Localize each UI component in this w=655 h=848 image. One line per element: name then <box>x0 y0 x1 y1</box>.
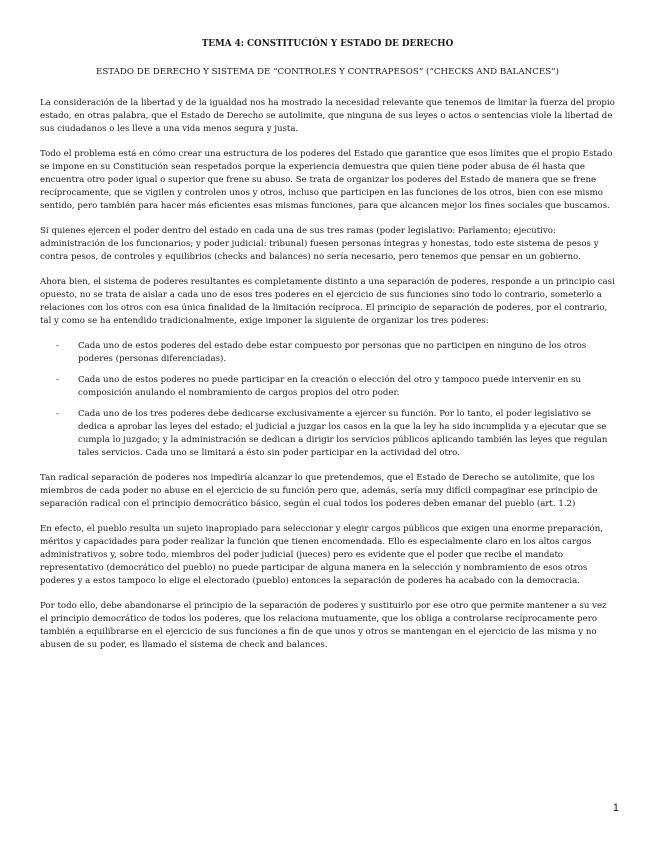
paragraph-1: La consideración de la libertad y de la igualdad nos ha mostrado la necesidad relevante que tenemos de limitar la fuerza del propio estado, en otras palabra, que el Estado de Derecho se autolimite, que ninguna de sus leyes o actos o sentencias viole la libertad de sus ciudadanos o les lleve a una vida menos segura y justa. <box>40 98 615 134</box>
paragraph-7: Por todo ello, debe abandonarse el principio de la separación de poderes y sustituirlo por ese otro que permite mantener a su vez el principio democrático de todos los poderes, que los relaciona mutuamente, que los obliga a controlarse recíprocamente pero también a equilibrarse en el ejercicio de sus funciones a fin de que unos y otros se mantengan en el ejercicio de las misma y no abusen de su poder, es llamado el sistema de check and balances. <box>40 601 607 650</box>
paragraph-3: Si quienes ejercen el poder dentro del estado en cada una de sus tres ramas (poder legislativo: Parlamento; ejecutivo: administración de los funcionarios; y poder judicial: tribunal) fuesen personas íntegras y honestas, todo este sistema de pesos y contra pesos, de controles y equilibrios (checks and balances) no sería necesario, pero tenemos que pensar en un gobierno. <box>40 226 599 262</box>
paragraph-4: Ahora bien, el sistema de poderes resultantes es completamente distinto a una separación de poderes, responde a un principio casi opuesto, no se trata de aislar a cada uno de esos tres poderes en el ejercicio de sus funciones sino todo lo contrario, someterlo a relaciones con los otros con esa única finalidad de la limitación recíproca. El principio de separación de poderes, por el contrario, tal y como se ha entendido tradicionalmente, exige imponer la siguiente de organizar los tres poderes: <box>40 277 615 326</box>
list-item-text: Cada uno de estos poderes del estado debe estar compuesto por personas que no participen en ninguno de los otros poderes (personas diferenciadas). <box>78 341 587 364</box>
paragraph-5: Tan radical separación de poderes nos impediría alcanzar lo que pretendemos, que el Estado de Derecho se autolimite, que los miembros de cada poder no abuse en el ejercicio de su función pero que, además, sería muy difícil compaginar ese principio de separación radical con el principio democrático básico, según el cual todos los poderes deben emanar del pueblo (art. 1.2) <box>40 473 598 509</box>
list-dash: - <box>56 375 59 385</box>
document-title: TEMA 4: CONSTITUCIÓN Y ESTADO DE DERECHO <box>201 39 454 49</box>
document-subtitle: ESTADO DE DERECHO Y SISTEMA DE “CONTROLES Y CONTRAPESOS” (“CHECKS AND BALANCES”) <box>96 67 559 77</box>
list-dash: - <box>56 341 59 351</box>
list-item <box>40 374 615 400</box>
list-item <box>40 340 615 366</box>
list-dash: - <box>56 409 59 419</box>
list-item-text: Cada uno de los tres poderes debe dedicarse exclusivamente a ejercer su función. Por lo tanto, el poder legislativo se dedica a aprobar las leyes del estado; el judicial a juzgar los casos en la que la ley ha sido incumplida y a ejecutar que se cumpla lo juzgado; y la administración se dedican a dirigir los servicios públicos aplicando también las leyes que regulan tales servicios. Cada uno se limitará a ésto sin poder participar en la actividad del otro. <box>78 409 608 458</box>
list-item <box>40 408 615 460</box>
paragraph-2: Todo el problema está en cómo crear una estructura de los poderes del Estado que garantice que esos límites que el propio Estado se impone en su Constitución sean respetados porque la experiencia demuestra que quien tiene poder abusa de él hasta que encuentra otro poder igual o superior que frene su abuso. Se trata de organizar los poderes del Estado de manera que se frene recíprocamente, que se vigilen y controlen unos y otros, incluso que participen en las funciones de los otros, bien con ese mismo sentido, pero también para hacer más eficientes esas mismas funciones, para que alcancen mejor los fines sociales que buscamos. <box>40 149 613 211</box>
page-number: 1 <box>612 802 619 814</box>
paragraph-6: En efecto, el pueblo resulta un sujeto inapropiado para seleccionar y elegir cargos públicos que exigen una enorme preparación, méritos y capacidades para poder realizar la función que tienen encomendada. Ello es especialmente claro en los altos cargos administrativos y, sobre todo, miembros del poder judicial (jueces) pero es evidente que el poder que recibe el mandato representativo (democrático del pueblo) no puede participar de alguna manera en la selección y nombramiento de esos otros poderes y a estos tampoco lo elige el electorado (pueblo) entonces la separación de poderes ha acabado con la democracia. <box>40 524 603 586</box>
requirements-list <box>40 340 615 460</box>
list-item-text: Cada uno de estos poderes no puede participar en la creación o elección del otro y tampoco puede intervenir en su composición anulando el nombramiento de cargos propios del otro poder. <box>78 375 581 398</box>
